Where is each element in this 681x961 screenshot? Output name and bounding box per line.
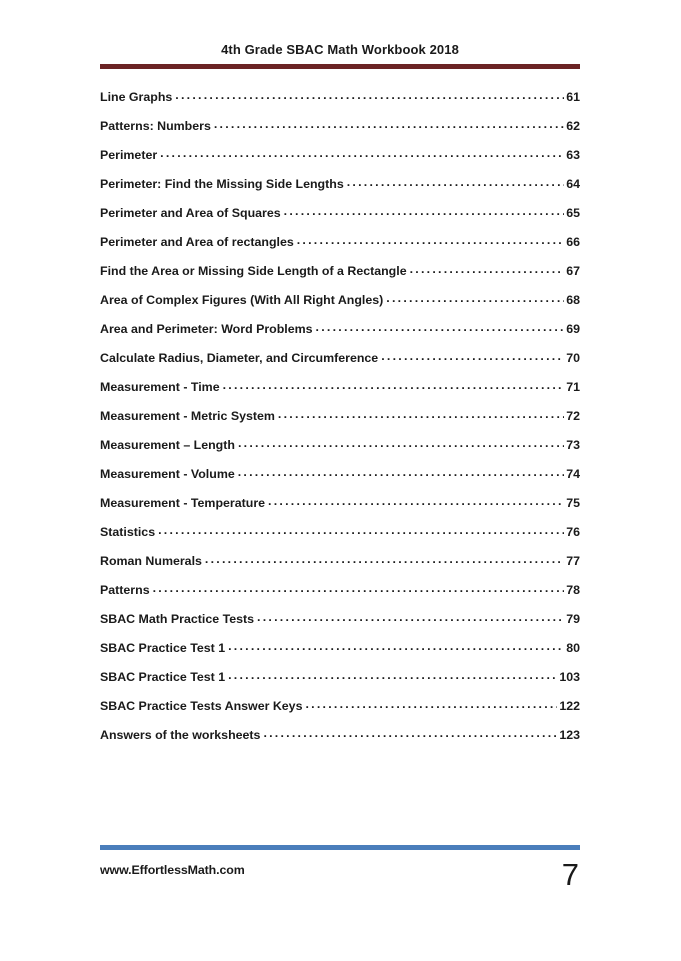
page-footer: [100, 845, 580, 890]
toc-entry-page-number: 66: [566, 235, 580, 250]
toc-dot-leader: [386, 292, 564, 304]
toc-entry-page-number: 75: [566, 496, 580, 511]
toc-entry[interactable]: [100, 553, 580, 582]
toc-entry[interactable]: [100, 669, 580, 698]
toc-entry-page-number: 72: [566, 409, 580, 424]
toc-dot-leader: [158, 524, 564, 536]
toc-dot-leader: [268, 495, 564, 507]
toc-entry-page-number: 77: [566, 554, 580, 569]
toc-dot-leader: [381, 350, 564, 362]
toc-entry-page-number: 71: [566, 380, 580, 395]
toc-entry-page-number: 68: [566, 293, 580, 308]
page-title: 4th Grade SBAC Math Workbook 2018: [221, 42, 459, 57]
toc-entry-page-number: 74: [566, 467, 580, 482]
toc-dot-leader: [214, 118, 564, 130]
toc-entry-page-number: 78: [566, 583, 580, 598]
toc-entry[interactable]: [100, 118, 580, 147]
toc-entry[interactable]: [100, 292, 580, 321]
toc-dot-leader: [263, 727, 557, 739]
toc-entry-page-number: 67: [566, 264, 580, 279]
toc-entry-page-number: 122: [559, 699, 580, 714]
table-of-contents: [100, 89, 580, 756]
toc-entry[interactable]: [100, 611, 580, 640]
toc-entry-page-number: 65: [566, 206, 580, 221]
toc-entry[interactable]: [100, 205, 580, 234]
toc-entry[interactable]: [100, 408, 580, 437]
toc-entry[interactable]: [100, 727, 580, 756]
toc-entry[interactable]: [100, 147, 580, 176]
toc-dot-leader: [238, 466, 564, 478]
toc-entry-page-number: 103: [559, 670, 580, 685]
toc-entry-page-number: 73: [566, 438, 580, 453]
website-url[interactable]: www.EffortlessMath.com: [100, 863, 245, 877]
toc-entry-page-number: 62: [566, 119, 580, 134]
toc-entry-page-number: 63: [566, 148, 580, 163]
toc-entry-title: Area and Perimeter: Word Problems: [100, 322, 313, 337]
toc-dot-leader: [347, 176, 564, 188]
toc-entry[interactable]: [100, 495, 580, 524]
toc-entry-title: Perimeter: Find the Missing Side Lengths: [100, 177, 344, 192]
toc-entry[interactable]: [100, 582, 580, 611]
toc-entry-title: SBAC Practice Test 1: [100, 670, 226, 685]
toc-entry[interactable]: [100, 321, 580, 350]
toc-dot-leader: [238, 437, 564, 449]
toc-dot-leader: [205, 553, 564, 565]
toc-entry-title: Patterns: [100, 583, 150, 598]
toc-entry[interactable]: [100, 640, 580, 669]
toc-dot-leader: [284, 205, 565, 217]
toc-entry[interactable]: [100, 234, 580, 263]
toc-entry-title: SBAC Practice Tests Answer Keys: [100, 699, 303, 714]
toc-entry[interactable]: [100, 466, 580, 495]
toc-entry[interactable]: [100, 524, 580, 553]
toc-entry[interactable]: [100, 350, 580, 379]
toc-entry[interactable]: [100, 379, 580, 408]
toc-entry-title: Line Graphs: [100, 90, 173, 105]
toc-entry[interactable]: [100, 176, 580, 205]
toc-entry-title: Patterns: Numbers: [100, 119, 211, 134]
toc-entry-title: Area of Complex Figures (With All Right Angles): [100, 293, 384, 308]
toc-dot-leader: [305, 698, 557, 710]
toc-entry[interactable]: [100, 263, 580, 292]
footer-content: [100, 857, 580, 892]
toc-dot-leader: [153, 582, 565, 594]
toc-dot-leader: [410, 263, 565, 275]
toc-entry[interactable]: [100, 698, 580, 727]
toc-entry-page-number: 64: [566, 177, 580, 192]
toc-entry-page-number: 70: [566, 351, 580, 366]
toc-entry-title: Roman Numerals: [100, 554, 202, 569]
toc-entry-title: SBAC Practice Test 1: [100, 641, 226, 656]
toc-entry-page-number: 80: [566, 641, 580, 656]
toc-dot-leader: [278, 408, 564, 420]
toc-entry-title: Perimeter and Area of Squares: [100, 206, 281, 221]
toc-entry-title: SBAC Math Practice Tests: [100, 612, 255, 627]
toc-entry-title: Measurement - Volume: [100, 467, 235, 482]
toc-entry-title: Statistics: [100, 525, 156, 540]
toc-dot-leader: [223, 379, 565, 391]
toc-dot-leader: [316, 321, 565, 333]
toc-entry-title: Calculate Radius, Diameter, and Circumference: [100, 351, 379, 366]
toc-entry-title: Answers of the worksheets: [100, 728, 261, 743]
toc-entry-title: Perimeter and Area of rectangles: [100, 235, 294, 250]
footer-divider: [100, 845, 580, 850]
toc-dot-leader: [297, 234, 564, 246]
toc-entry-title: Find the Area or Missing Side Length of a Rectangle: [100, 264, 407, 279]
toc-entry-title: Measurement - Time: [100, 380, 220, 395]
page-header: [100, 42, 580, 69]
toc-dot-leader: [160, 147, 564, 159]
toc-dot-leader: [257, 611, 564, 623]
toc-entry-page-number: 79: [566, 612, 580, 627]
toc-dot-leader: [228, 640, 564, 652]
toc-dot-leader: [228, 669, 557, 681]
toc-dot-leader: [175, 89, 564, 101]
toc-entry-page-number: 123: [559, 728, 580, 743]
toc-entry-page-number: 61: [566, 90, 580, 105]
toc-entry-page-number: 69: [566, 322, 580, 337]
toc-entry-title: Measurement - Metric System: [100, 409, 275, 424]
toc-entry-title: Measurement – Length: [100, 438, 235, 453]
toc-entry-title: Perimeter: [100, 148, 158, 163]
page-number: 7: [561, 857, 579, 892]
toc-entry-page-number: 76: [566, 525, 580, 540]
toc-entry-title: Measurement - Temperature: [100, 496, 266, 511]
header-divider: [100, 64, 580, 69]
toc-entry[interactable]: [100, 437, 580, 466]
toc-entry[interactable]: [100, 89, 580, 118]
